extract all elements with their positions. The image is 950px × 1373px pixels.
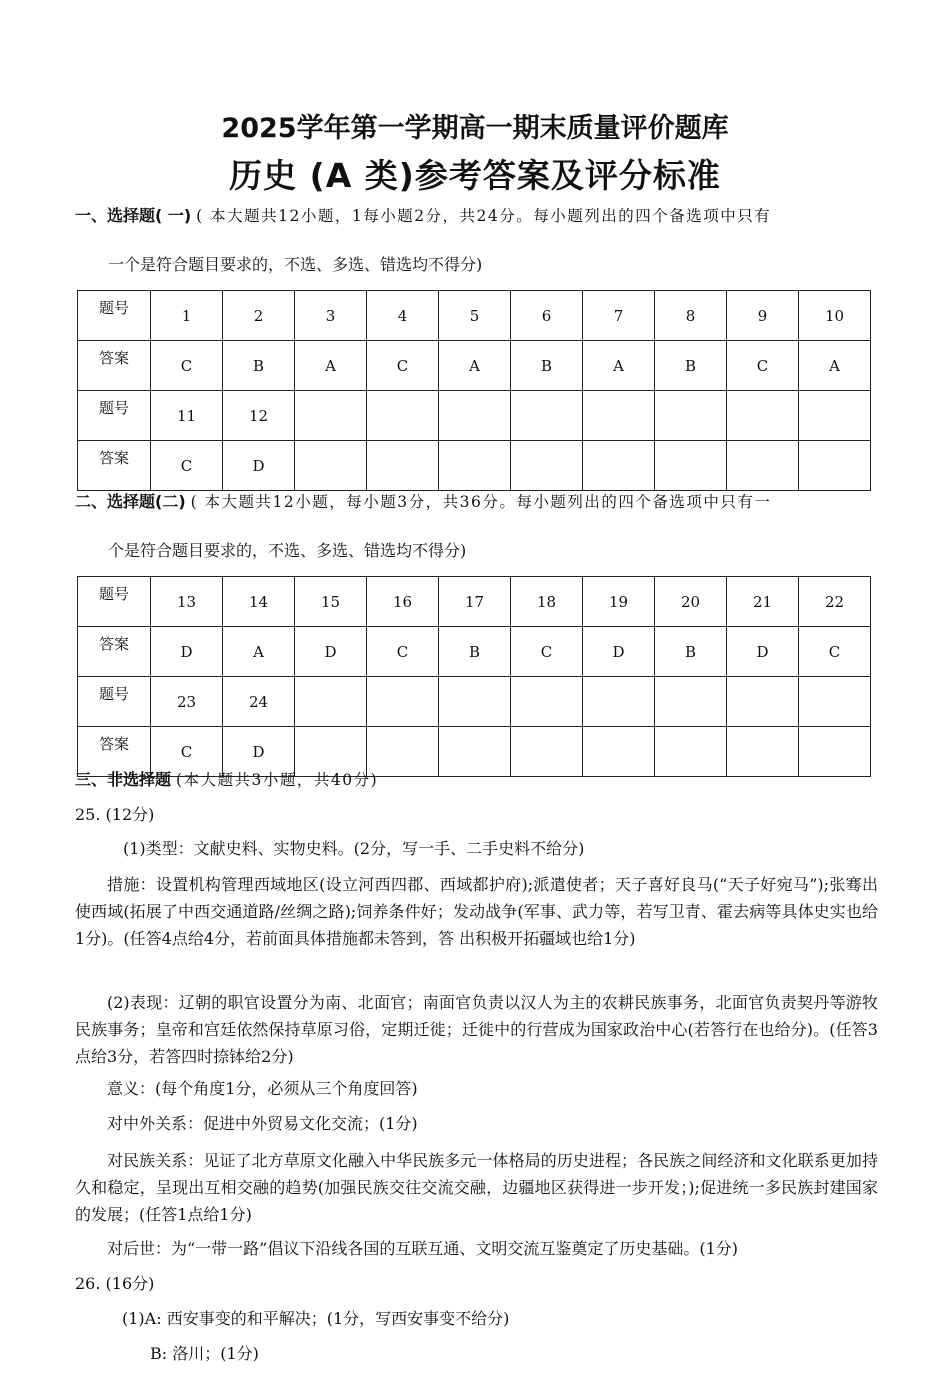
q25-measures: 措施：设置机构管理西域地区(设立河西四郡、西域都护府);派遣使者；天子喜好良马(“天子好宛马”);张骞出使西域(拓展了中西交通道路/丝绸之路);饲养条件好；发动战争(军事、武力等，若写卫青、霍去病等具体史实也给1分)。(任答4点给4分，若前面具体措施都未答到，答 出积极开拓疆域也给1分) (75, 875, 878, 948)
q25-part1: (1)类型：文献史料、实物史料。(2分，写一手、二手史料不给分) (123, 839, 585, 858)
answer-cell: B (223, 341, 295, 391)
row-label: 题号 (78, 677, 151, 727)
answer-cell: D (583, 627, 655, 677)
question-number-cell: 3 (295, 291, 367, 341)
question-number-cell: 5 (439, 291, 511, 341)
answer-cell: A (223, 627, 295, 677)
question-number-cell (439, 677, 511, 727)
row-label: 题号 (78, 391, 151, 441)
table-row (78, 441, 871, 491)
question-number-cell: 1 (151, 291, 223, 341)
answer-cell (655, 441, 727, 491)
answer-cell: C (727, 341, 799, 391)
question-number-cell: 23 (151, 677, 223, 727)
question-number-cell: 4 (367, 291, 439, 341)
question-number-cell (367, 391, 439, 441)
row-label: 答案 (78, 627, 151, 677)
question-number-cell: 15 (295, 577, 367, 627)
section1-note: ( 本大题共12小题，1每小题2分，共24分。每小题列出的四个备选项中只有 (196, 207, 772, 225)
q26-part1a: (1)A: 西安事变的和平解决；(1分，写西安事变不给分) (122, 1309, 510, 1328)
row-label: 题号 (78, 291, 151, 341)
q25-label: 25. (12分) (75, 805, 155, 824)
section2-heading (75, 491, 880, 513)
section2-answer-table (77, 576, 871, 777)
question-number-cell (799, 391, 871, 441)
section3-note: (本大题共3小题，共40分) (175, 771, 379, 789)
question-number-cell: 6 (511, 291, 583, 341)
row-label: 答案 (78, 441, 151, 491)
question-number-cell (727, 677, 799, 727)
section2-note-cont: 个是符合题目要求的，不选、多选、错选均不得分) (108, 541, 467, 560)
page-subtitle: 历史 (A 类)参考答案及评分标准 (229, 156, 721, 195)
table-row (78, 677, 871, 727)
table-row (78, 341, 871, 391)
answer-cell: C (151, 727, 223, 777)
q26-part1b: B: 洛川；(1分) (150, 1344, 259, 1363)
row-label: 题号 (78, 577, 151, 627)
section1-note-cont: 一个是符合题目要求的，不选、多选、错选均不得分) (108, 255, 483, 274)
question-number-cell: 19 (583, 577, 655, 627)
answer-cell: C (511, 627, 583, 677)
answer-cell (583, 441, 655, 491)
question-number-cell: 8 (655, 291, 727, 341)
answer-cell (295, 441, 367, 491)
answer-cell (439, 441, 511, 491)
question-number-cell (583, 677, 655, 727)
question-number-cell (583, 391, 655, 441)
table-row (78, 391, 871, 441)
section1-heading (75, 205, 880, 227)
question-number-cell: 24 (223, 677, 295, 727)
answer-cell: A (799, 341, 871, 391)
answer-cell: B (655, 341, 727, 391)
answer-cell: B (511, 341, 583, 391)
row-label: 答案 (78, 727, 151, 777)
question-number-cell (799, 677, 871, 727)
answer-cell: D (727, 627, 799, 677)
question-number-cell: 7 (583, 291, 655, 341)
table-row (78, 291, 871, 341)
answer-cell: A (439, 341, 511, 391)
section1-answer-table (77, 290, 871, 491)
answer-cell: C (799, 627, 871, 677)
question-number-cell: 12 (223, 391, 295, 441)
question-number-cell: 16 (367, 577, 439, 627)
answer-cell: C (151, 441, 223, 491)
question-number-cell: 14 (223, 577, 295, 627)
question-number-cell (511, 677, 583, 727)
table-row (78, 627, 871, 677)
q25-future: 对后世：为“一带一路”倡议下沿线各国的互联互通、文明交流互鉴奠定了历史基础。(1分) (107, 1239, 739, 1258)
question-number-cell: 11 (151, 391, 223, 441)
question-number-cell (439, 391, 511, 441)
section2-note: ( 本大题共12小题，每小题3分，共36分。每小题列出的四个备选项中只有一 (190, 493, 772, 511)
answer-cell: C (151, 341, 223, 391)
q25-part2: (2)表现：辽朝的职官设置分为南、北面官；南面官负责以汉人为主的农耕民族事务，北面官负责契丹等游牧民族事务；皇帝和宫廷依然保持草原习俗，定期迁徙；迁徙中的行营成为国家政治中心(若答行在也给分)。(任答3点给3分，若答四时捺钵给2分) (75, 993, 878, 1066)
answer-cell: B (655, 627, 727, 677)
question-number-cell (295, 391, 367, 441)
answer-cell (727, 441, 799, 491)
question-number-cell (727, 391, 799, 441)
section3-title: 三、非选择题 (75, 770, 172, 789)
q26-label: 26. (16分) (75, 1274, 155, 1293)
answer-cell: A (583, 341, 655, 391)
question-number-cell (655, 391, 727, 441)
question-number-cell: 13 (151, 577, 223, 627)
answer-cell: B (439, 627, 511, 677)
q25-ethnic-relations: 对民族关系：见证了北方草原文化融入中华民族多元一体格局的历史进程；各民族之间经济和文化联系更加持久和稳定，呈现出互相交融的趋势(加强民族交往交流交融，边疆地区获得进一步开发；);促进统一多民族封建国家的发展；(任答1点给1分) (75, 1151, 878, 1224)
row-label: 答案 (78, 341, 151, 391)
answer-cell: D (295, 627, 367, 677)
question-number-cell (367, 677, 439, 727)
section2-title: 二、选择题(二) (75, 492, 186, 511)
question-number-cell (511, 391, 583, 441)
question-number-cell: 21 (727, 577, 799, 627)
question-number-cell (295, 677, 367, 727)
question-number-cell: 20 (655, 577, 727, 627)
question-number-cell: 22 (799, 577, 871, 627)
section3-heading (75, 769, 880, 791)
answer-cell: D (151, 627, 223, 677)
answer-cell: A (295, 341, 367, 391)
question-number-cell: 10 (799, 291, 871, 341)
answer-cell: C (367, 341, 439, 391)
q25-foreign-relations: 对中外关系：促进中外贸易文化交流；(1分) (107, 1114, 418, 1133)
answer-cell: D (223, 727, 295, 777)
question-number-cell: 2 (223, 291, 295, 341)
answer-cell (367, 441, 439, 491)
section1-title: 一、选择题( 一) (75, 206, 192, 225)
question-number-cell (655, 677, 727, 727)
table-row (78, 577, 871, 627)
q25-meaning: 意义：(每个角度1分，必须从三个角度回答) (107, 1079, 418, 1098)
page-title: 2025学年第一学期高一期末质量评价题库 (221, 113, 729, 144)
answer-cell: C (367, 627, 439, 677)
answer-cell (511, 441, 583, 491)
answer-cell (799, 441, 871, 491)
question-number-cell: 18 (511, 577, 583, 627)
answer-cell: D (223, 441, 295, 491)
question-number-cell: 17 (439, 577, 511, 627)
question-number-cell: 9 (727, 291, 799, 341)
